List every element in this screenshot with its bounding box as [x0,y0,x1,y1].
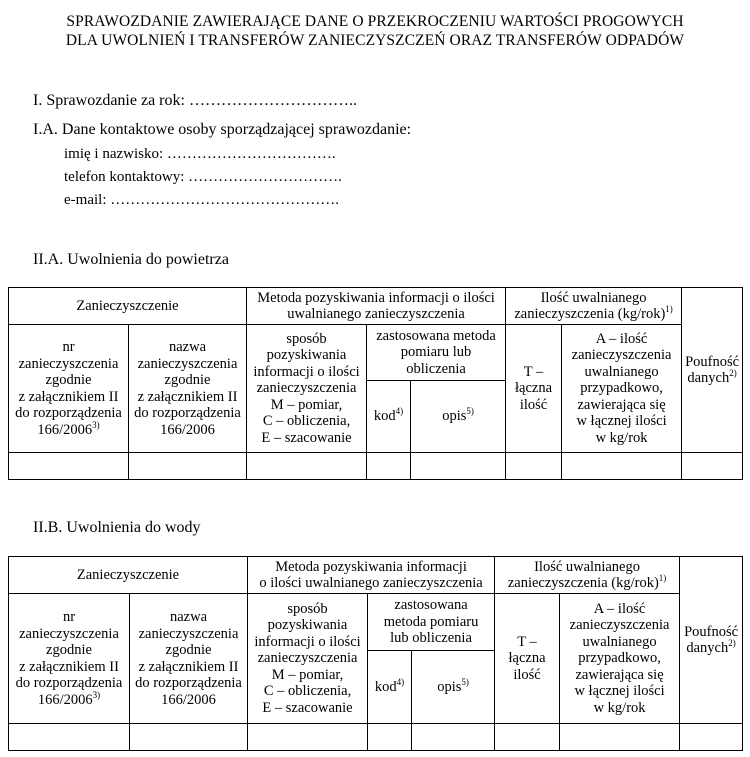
cell-text-line: zgodnie [46,642,92,658]
col-accidental-amount [560,594,680,724]
cell-text-line: zawierająca się [577,396,666,413]
cell-text-line: C – obliczenia, [263,683,352,700]
cell-text-line: przypadkowo, [578,650,661,667]
cell-text-line: zanieczyszczenia [256,380,357,397]
contact-heading: I.A. Dane kontaktowe osoby sporządzającej sprawozdanie: [33,121,412,138]
header-pollutant: Zanieczyszczenie [9,288,247,325]
cell-text-line: pomiaru lub [400,344,472,361]
cell-text-line: nr [62,609,76,625]
cell-text-line: uwalnianego [584,363,659,380]
col-measurement-method [368,594,495,651]
cell-text-line: zastosowana metoda [376,327,496,344]
header-amount: Ilość uwalnianego zanieczyszczenia $(kg/rok)^{1)}$ [506,288,682,325]
col-total-amount [506,325,562,453]
cell-nr[interactable] [9,453,129,480]
cell-text-line: T – [523,363,544,380]
cell-nr[interactable] [9,724,130,751]
cell-a[interactable] [562,453,682,480]
header-pollutant: Zanieczyszczenie [9,557,248,594]
cell-text-line: 166/2006 [160,421,215,438]
cell-text-line: do rozporządzenia [15,675,123,691]
cell-text-line: pozyskiwania [267,617,348,634]
title-line-2: DLA UWOLNIEŃ I TRANSFERÓW ZANIECZYSZCZEŃ ORAZ TRANSFERÓW ODPADÓW [65,32,685,49]
cell-kod[interactable] [367,453,411,480]
cell-text-line: ilość [513,666,541,683]
cell-text-line: T – [517,633,537,650]
cell-text-line: zanieczyszczenia [571,347,672,364]
cell-text-line: nazwa [168,339,207,355]
cell-text-line: uwalnianego [582,633,657,650]
cell-text-line: A – ilość [593,600,646,617]
col-total-amount [495,594,560,724]
cell-text-line: E – szacowanie [262,699,353,716]
cell-text-line: lub obliczenia [390,630,472,647]
contact-email-field[interactable]: e-mail: ………………………………………. [64,192,339,208]
cell-text-line: w łącznej ilości [574,683,665,700]
cell-text-line: zastosowana [394,597,468,614]
cell-text-line: do rozporządzenia [135,675,242,691]
col-acquisition-method [247,325,367,453]
cell-text-line: nr [62,339,75,355]
cell-text-line: przypadkowo, [580,380,663,397]
cell-text-line: obliczenia [406,360,466,377]
col-code: kod$^{4)}$ [367,381,411,453]
cell-text-line: zanieczyszczenia [569,617,670,634]
col-accidental-amount [562,325,682,453]
cell-text-line: M – pomiar, [271,666,344,683]
cell-text-line: w kg/rok [595,429,648,446]
cell-text-line: łączna [508,650,546,667]
header-method: Metoda pozyskiwania informacji o ilości uwalnianego zanieczyszczenia [248,557,495,594]
cell-text-line: A – ilość [595,330,648,347]
cell-text-line: informacji o ilości [253,363,360,380]
col-pollutant-name [130,594,248,724]
cell-t[interactable] [495,724,560,751]
header-amount: Ilość uwalnianego zanieczyszczenia $(kg/rok)^{1)}$ [495,557,680,594]
air-releases-table [8,287,743,480]
cell-text-line: zanieczyszczenia [137,355,238,372]
cell-text-line: nazwa [169,609,208,625]
cell-text-line: 166/2006$^{3)}$ [37,689,101,708]
header-method: Metoda pozyskiwania informacji o ilości uwalnianego zanieczyszczenia [247,288,506,325]
cell-text-line: zgodnie [165,642,212,658]
cell-text-line: zawierająca się [575,666,664,683]
cell-text-line: sposób [286,330,327,347]
header-confidentiality: Poufność danych$^{2)}$ [680,557,743,724]
cell-text-line: 166/2006 [161,691,216,708]
cell-text-line: z załącznikiem II [19,658,119,675]
cell-nazwa[interactable] [129,453,247,480]
cell-text-line: sposób [287,600,328,617]
cell-a[interactable] [560,724,680,751]
cell-poufnosc[interactable] [680,724,743,751]
contact-name-field[interactable]: imię i nazwisko: ……………………………. [64,146,336,162]
cell-text-line: informacji o ilości [254,633,361,650]
cell-text-line: z załącznikiem II [18,388,119,405]
col-pollutant-name [129,325,247,453]
col-pollutant-number [9,325,129,453]
col-acquisition-method [248,594,368,724]
cell-opis[interactable] [412,724,495,751]
cell-text-line: zanieczyszczenia [257,650,358,667]
cell-text-line: z załącznikiem II [138,658,239,675]
water-releases-table [8,556,743,751]
cell-text-line: zanieczyszczenia [19,625,119,642]
cell-text-line: pozyskiwania [266,347,347,364]
document-title [0,12,750,50]
contact-phone-field[interactable]: telefon kontaktowy: …………………………. [64,169,342,185]
cell-text-line: do rozporządzenia [15,405,122,421]
cell-text-line: E – szacowanie [261,429,352,446]
cell-nazwa[interactable] [130,724,248,751]
cell-poufnosc[interactable] [682,453,743,480]
cell-text-line: w łącznej ilości [576,413,667,430]
header-confidentiality: Poufność danych$^{2)}$ [682,288,743,453]
cell-text-line: metoda pomiaru [383,613,479,630]
cell-text-line: łączna [515,380,553,397]
cell-text-line: ilość [519,396,548,413]
cell-t[interactable] [506,453,562,480]
cell-text-line: zgodnie [45,372,92,388]
col-code: kod$^{4)}$ [368,651,412,724]
cell-text-line: M – pomiar, [270,396,343,413]
report-year-line[interactable]: I. Sprawozdanie za rok: ………………………….. [33,92,357,109]
cell-text-line: z załącznikiem II [137,388,238,405]
col-measurement-method [367,325,506,381]
cell-text-line: zanieczyszczenia [18,355,119,372]
col-pollutant-number [9,594,130,724]
cell-opis[interactable] [411,453,506,480]
col-description: opis$^{5)}$ [411,381,506,453]
cell-text-line: do rozporządzenia [134,405,241,421]
cell-text-line: w kg/rok [593,699,646,716]
col-description: opis$^{5)}$ [412,651,495,724]
cell-kod[interactable] [368,724,412,751]
title-line-1: SPRAWOZDANIE ZAWIERAJĄCE DANE O PRZEKROCZENIU WARTOŚCI PROGOWYCH [66,13,684,30]
cell-text-line: 166/2006$^{3)}$ [37,419,100,438]
cell-sposob[interactable] [247,453,367,480]
cell-text-line: C – obliczenia, [262,413,351,430]
cell-text-line: zgodnie [164,372,211,388]
section-water-heading: II.B. Uwolnienia do wody [33,519,201,536]
section-air-heading: II.A. Uwolnienia do powietrza [33,251,229,268]
cell-sposob[interactable] [248,724,368,751]
cell-text-line: zanieczyszczenia [138,625,239,642]
